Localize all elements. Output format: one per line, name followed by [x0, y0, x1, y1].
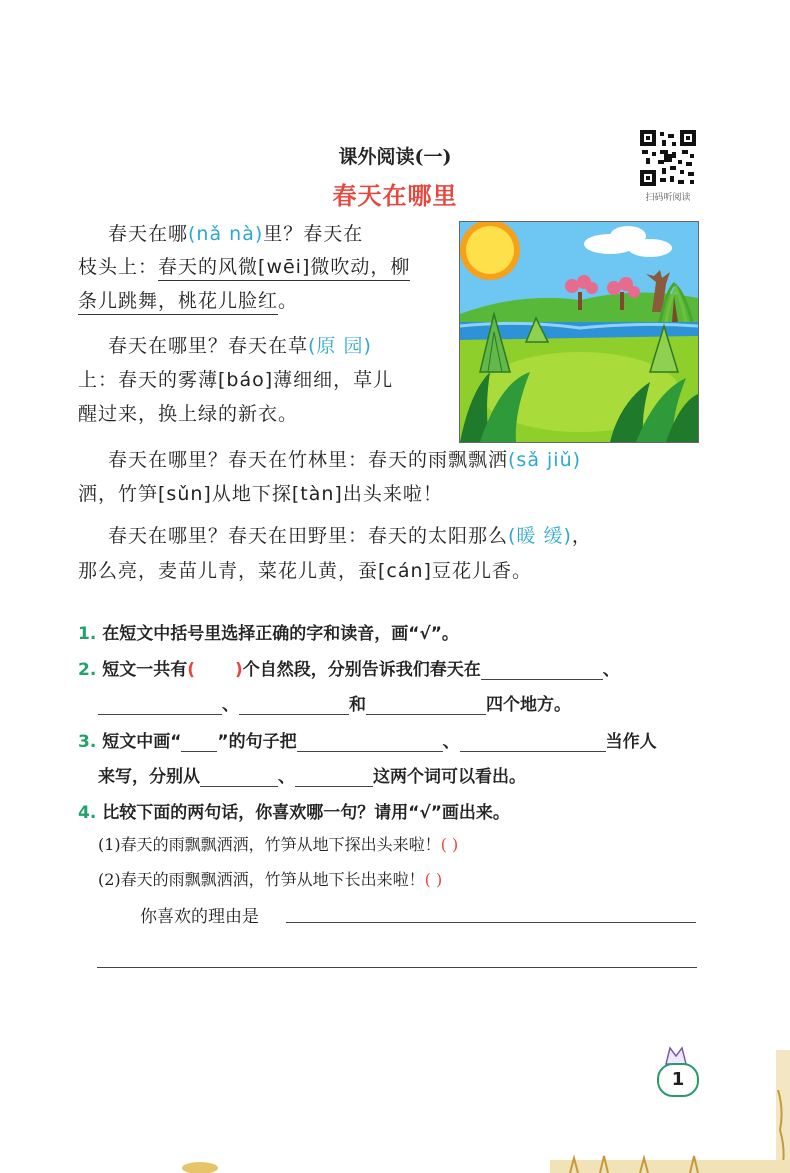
question-1-number: 1. — [78, 624, 97, 644]
question-2-and: 和 — [349, 695, 366, 715]
page-number: 1 — [657, 1063, 699, 1097]
answer-blank-place-2[interactable] — [98, 696, 222, 715]
p4-text-d: 豆花儿香。 — [431, 560, 532, 582]
p4-text-a: 春天在哪里？春天在田野里：春天的太阳那么 — [108, 525, 509, 547]
sentence-2-checkbox[interactable]: ( ) — [424, 870, 443, 889]
passage-p1-line1 — [108, 218, 363, 251]
sentence-1-checkbox[interactable]: ( ) — [440, 835, 459, 854]
answer-blank-place-4[interactable] — [366, 696, 486, 715]
passage-p2-line3: 醒过来，换上绿的新衣。 — [78, 403, 299, 425]
p1-underlined-c: 条儿跳舞，桃花儿脸红 — [78, 290, 278, 315]
passage-p1-line3 — [78, 285, 298, 318]
answer-blank-place-3[interactable] — [239, 696, 349, 715]
passage-p3-line1 — [108, 444, 581, 477]
question-4-text: 比较下面的两句话，你喜欢哪一句？请用“√”画出来。 — [102, 803, 510, 823]
answer-blank-object-1[interactable] — [297, 733, 443, 752]
qr-code-icon[interactable] — [640, 130, 696, 186]
question-3-text-a: 短文中画“ — [102, 732, 182, 752]
p4-text-b: ， — [571, 525, 592, 547]
passage-p3-line2 — [78, 478, 443, 511]
p2-pinyin-bao: [báo] — [218, 369, 274, 391]
question-2-text-a: 短文一共有 — [102, 660, 188, 680]
question-2-sep-2: 、 — [222, 695, 239, 715]
answer-blank-place-1[interactable] — [481, 661, 603, 680]
sentence-2-text: (2)春天的雨飘飘洒洒，竹笋从地下长出来啦！ — [98, 870, 425, 889]
section-title: 课外阅读(一) — [338, 146, 452, 168]
answer-blank-word-1[interactable] — [200, 768, 278, 787]
p3-text-b: 洒，竹笋 — [78, 483, 159, 505]
p1-text-b: 里？春天在 — [263, 223, 364, 245]
question-2-line2 — [98, 690, 571, 715]
reason-answer-line-1[interactable] — [286, 922, 696, 923]
p3-text-c: 从地下探 — [211, 483, 292, 505]
p3-pinyin-sun: [sǔn] — [158, 483, 212, 505]
question-4-sentence-1 — [98, 832, 458, 855]
question-2-paren-left: ( — [187, 660, 195, 680]
p1-option-choice[interactable]: (nǎ nà) — [188, 223, 264, 245]
underline-sample — [181, 733, 217, 752]
passage-p4-line1 — [108, 520, 592, 553]
question-3-text-d: 当作人 — [605, 732, 657, 752]
p1-underlined-a: 春天的风微 — [158, 256, 259, 278]
question-3-text-b: ”的句子把 — [217, 732, 297, 752]
p3-option-choice[interactable]: (sǎ jiǔ) — [508, 449, 582, 471]
p3-text-a: 春天在哪里？春天在竹林里：春天的雨飘飘洒 — [108, 449, 509, 471]
p3-text-d: 出头来啦！ — [342, 483, 443, 505]
question-2-number: 2. — [78, 660, 97, 680]
question-3-line1 — [78, 727, 708, 752]
p3-pinyin-tan: [tàn] — [291, 483, 343, 505]
p4-pinyin-can: [cán] — [378, 560, 432, 582]
question-3-text-g: 这两个词可以看出。 — [373, 767, 526, 787]
p4-option-choice[interactable]: (暖 缓) — [508, 525, 572, 547]
passage-p2-line2 — [78, 364, 393, 397]
passage-p4-line2 — [78, 555, 532, 588]
question-3-number: 3. — [78, 732, 97, 752]
question-3-text-e: 来写，分别从 — [98, 767, 200, 787]
p4-text-c: 那么亮，麦苗儿青，菜花儿黄，蚕 — [78, 560, 379, 582]
p2-text-a: 春天在哪里？春天在草 — [108, 335, 309, 357]
question-1-text: 在短文中括号里选择正确的字和读音，画“√”。 — [102, 624, 459, 644]
p2-text-b: 上：春天的雾薄 — [78, 369, 219, 391]
p1-pinyin-wei: [wēi] — [258, 256, 311, 278]
question-1 — [78, 619, 459, 644]
p1-underlined-b: 微吹动，柳 — [310, 256, 411, 278]
answer-blank-word-2[interactable] — [295, 768, 373, 787]
paragraph-count-answer[interactable] — [195, 662, 235, 680]
p1-text-a: 春天在哪 — [108, 223, 189, 245]
p2-option-choice[interactable]: (原 园) — [308, 335, 372, 357]
question-2-text-end: 四个地方。 — [486, 695, 571, 715]
question-4-sentence-2 — [98, 867, 442, 890]
p1-text-c: 枝头上： — [78, 256, 159, 278]
answer-blank-object-2[interactable] — [460, 733, 606, 752]
passage-p2-line1 — [108, 330, 372, 363]
question-2-sep-1: 、 — [602, 660, 620, 680]
question-3-sep-1: 、 — [442, 732, 460, 752]
reason-label: 你喜欢的理由是 — [140, 907, 259, 927]
story-title: 春天在哪里 — [332, 182, 458, 210]
question-3-line2 — [98, 762, 526, 787]
passage-p1-line2 — [78, 251, 448, 284]
p2-text-c: 薄细细，草儿 — [273, 369, 394, 391]
question-4 — [78, 798, 510, 823]
qr-caption: 扫码听阅读 — [645, 193, 691, 203]
sentence-1-text: (1)春天的雨飘飘洒洒，竹笋从地下探出头来啦！ — [98, 835, 441, 854]
reason-answer-line-2[interactable] — [97, 967, 697, 968]
sun-icon — [460, 221, 520, 280]
question-4-number: 4. — [78, 803, 97, 823]
question-2-text-b: 个自然段，分别告诉我们春天在 — [242, 660, 481, 680]
question-3-sep-2: 、 — [278, 767, 295, 787]
question-2-paren-right: ) — [235, 660, 243, 680]
spring-scene-illustration — [459, 221, 699, 443]
question-2-line1 — [78, 655, 708, 680]
p1-text-end: 。 — [278, 290, 299, 312]
bottom-decoration-icon — [170, 1150, 790, 1173]
